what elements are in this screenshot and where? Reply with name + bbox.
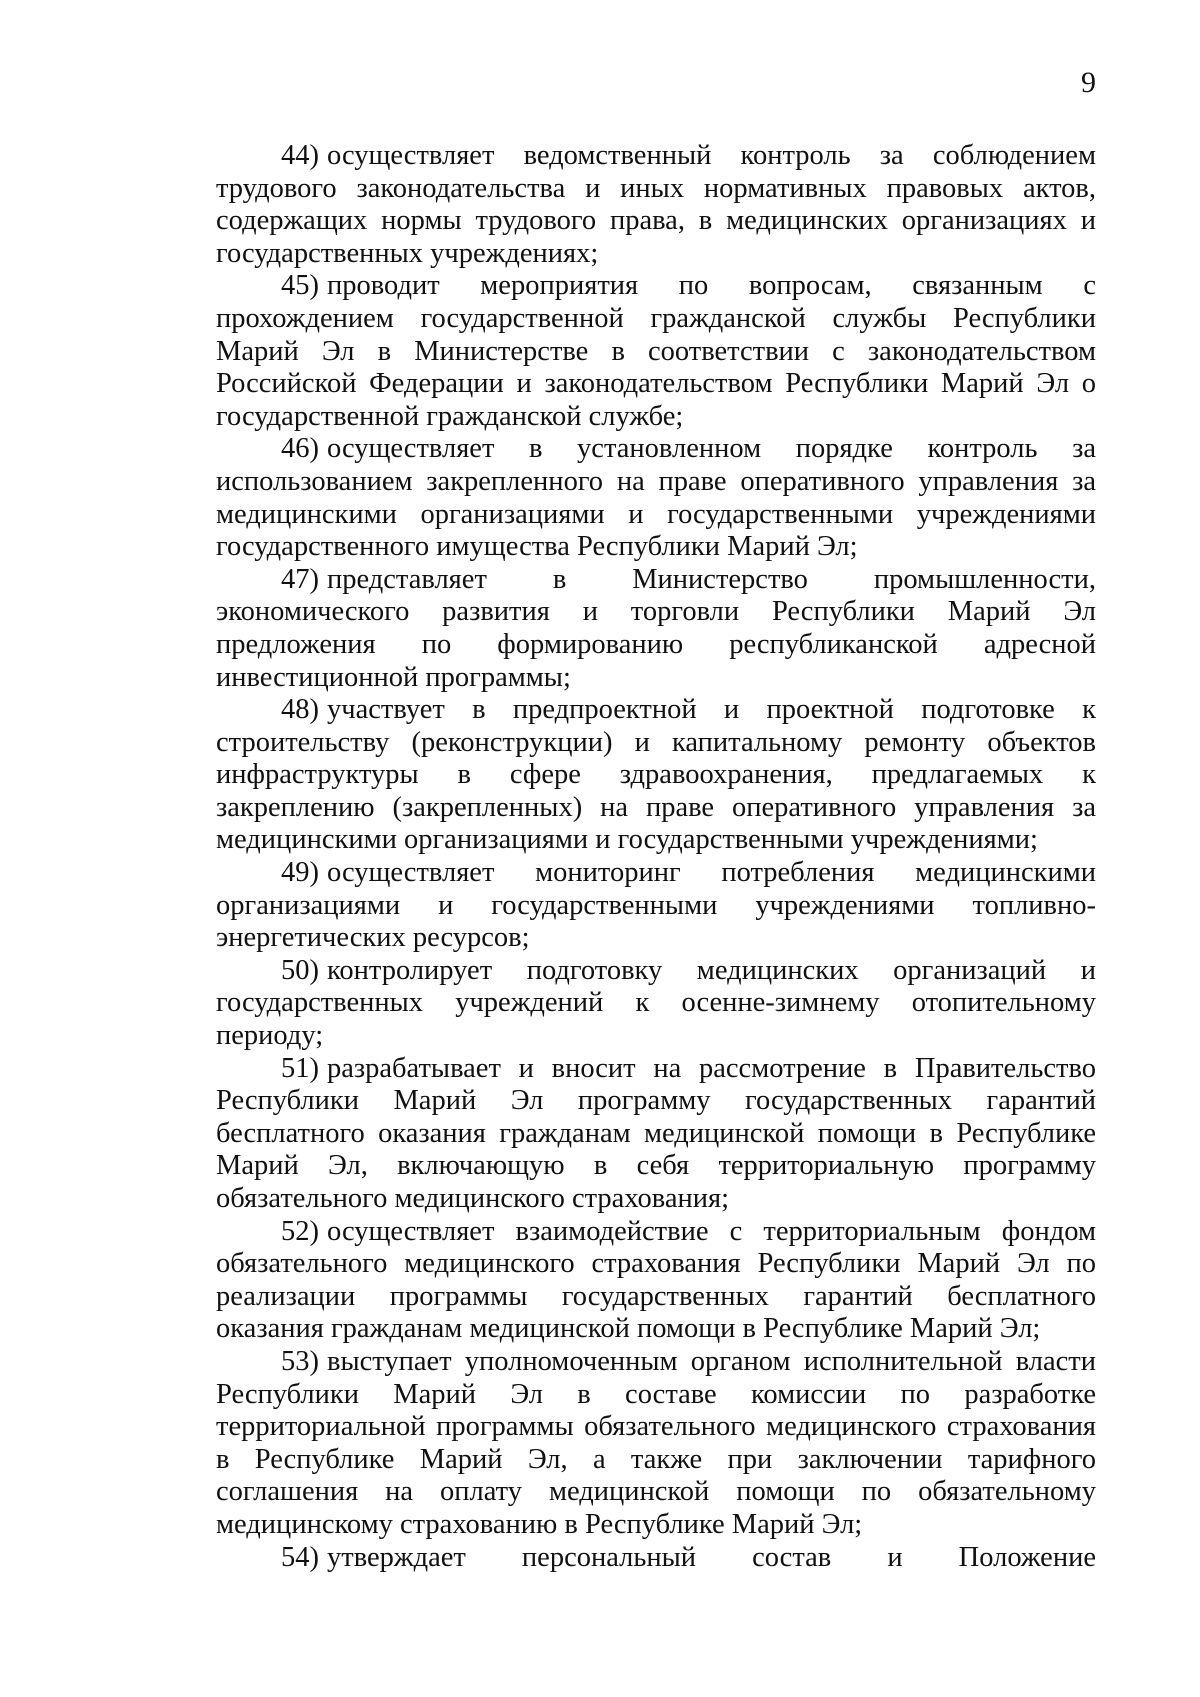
paragraph-50 (216, 955, 1096, 1053)
item-text: выступает уполномоченным органом исполнительной власти Республики Марий Эл в составе комиссии по разработке территориальной программы обязательного медицинского страхования в Республике Марий Эл, а также при заключении тарифного соглашения на оплату медицинской помощи по обязательному медицинскому страхованию в Республике Марий Эл; (216, 1345, 1096, 1540)
item-text: осуществляет в установленном порядке контроль за использованием закрепленного на праве оперативного управления за медицинскими организациями и государственными учреждениями государственного имущества Республики Марий Эл; (216, 433, 1096, 563)
item-number: 46) (281, 433, 319, 465)
item-text: контролирует подготовку медицинских организаций и государственных учреждений к осенне-зимнему отопительному периоду; (216, 954, 1096, 1052)
item-number: 47) (281, 563, 319, 595)
paragraph-47 (216, 564, 1096, 694)
item-number: 51) (281, 1052, 319, 1084)
item-number: 44) (281, 140, 319, 171)
item-number: 49) (281, 857, 319, 889)
item-number: 48) (281, 694, 319, 726)
item-text: представляет в Министерство промышленности, экономического развития и торговли Республики Марий Эл предложения по формированию республиканской адресной инвестиционной программы; (216, 563, 1096, 693)
paragraph-54 (216, 1542, 1096, 1575)
paragraph-48 (216, 694, 1096, 857)
document-body (216, 140, 1096, 1574)
page-number: 9 (1081, 66, 1096, 99)
item-number: 45) (281, 270, 319, 302)
paragraph-51 (216, 1053, 1096, 1216)
item-number: 54) (281, 1541, 319, 1573)
paragraph-45 (216, 270, 1096, 433)
paragraph-49 (216, 857, 1096, 955)
paragraph-46 (216, 433, 1096, 563)
item-number: 50) (281, 954, 319, 986)
item-text: участвует в предпроектной и проектной подготовке к строительству (реконструкции) и капитальному ремонту объектов инфраструктуры в сфере здравоохранения, предлагаемых к закреплению (закрепленных) на праве оперативного управления за медицинскими организациями и государственными учреждениями; (216, 694, 1096, 856)
item-number: 52) (281, 1215, 319, 1247)
item-text: разрабатывает и вносит на рассмотрение в Правительство Республики Марий Эл программу государственных гарантий бесплатного оказания гражданам медицинской помощи в Республике Марий Эл, включающую в себя территориальную программу обязательного медицинского страхования; (216, 1052, 1096, 1214)
item-text: проводит мероприятия по вопросам, связанным с прохождением государственной гражданской службы Республики Марий Эл в Министерстве в соответствии с законодательством Российской Федерации и законодательством Республики Марий Эл о государственной гражданской службе; (216, 270, 1096, 432)
item-text: осуществляет мониторинг потребления медицинскими организациями и государственными учреждениями топливно-энергетических ресурсов; (216, 857, 1096, 954)
item-text: утверждает персональный состав и Положение (327, 1541, 1096, 1573)
item-number: 53) (281, 1345, 319, 1377)
paragraph-44 (216, 140, 1096, 270)
item-text: осуществляет взаимодействие с территориальным фондом обязательного медицинского страхования Республики Марий Эл по реализации программы государственных гарантий бесплатного оказания гражданам медицинской помощи в Республике Марий Эл; (216, 1215, 1096, 1345)
paragraph-53 (216, 1346, 1096, 1542)
paragraph-52 (216, 1216, 1096, 1346)
item-text: осуществляет ведомственный контроль за соблюдением трудового законодательства и иных нормативных правовых актов, содержащих нормы трудового права, в медицинских организациях и государственных учреждениях; (216, 140, 1096, 269)
